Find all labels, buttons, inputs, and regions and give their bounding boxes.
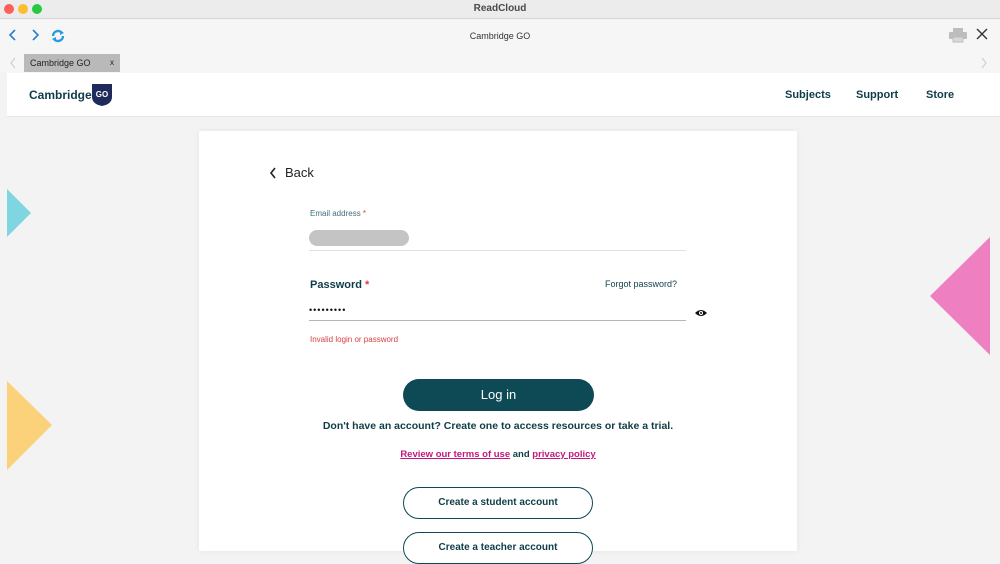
nav-subjects[interactable]: Subjects	[785, 89, 831, 101]
terms-and-text: and	[512, 449, 530, 460]
tab-scroll-right-icon[interactable]	[980, 56, 988, 74]
pink-triangle-decoration	[928, 236, 1000, 358]
password-label	[310, 279, 369, 291]
nav-support[interactable]: Support	[856, 89, 899, 101]
window-titlebar	[0, 0, 1000, 19]
email-label	[310, 209, 366, 218]
create-teacher-account-button[interactable]: Create a teacher account	[403, 532, 593, 564]
chevron-left-icon	[269, 167, 277, 179]
email-field[interactable]	[309, 230, 409, 246]
privacy-policy-link[interactable]: privacy policy	[532, 449, 596, 460]
print-icon[interactable]	[948, 27, 968, 48]
password-field[interactable]: •••••••••	[309, 305, 347, 315]
window-title: ReadCloud	[473, 3, 527, 14]
site-header	[7, 73, 1000, 117]
password-label-text: Password	[310, 279, 362, 291]
login-error-message: Invalid login or password	[310, 335, 399, 344]
required-mark: *	[362, 209, 367, 218]
create-student-account-button[interactable]: Create a student account	[403, 487, 593, 519]
password-underline	[309, 320, 686, 321]
tab-label: Cambridge GO	[30, 58, 91, 68]
go-shield-logo[interactable]	[91, 83, 113, 107]
tab-close-button[interactable]: x	[110, 58, 114, 67]
close-icon[interactable]	[975, 27, 989, 46]
logo-badge-text: GO	[95, 90, 109, 99]
page-title: Cambridge GO	[469, 31, 531, 41]
terms-of-use-link[interactable]: Review our terms of use	[400, 449, 511, 460]
back-label: Back	[285, 165, 314, 180]
login-card	[199, 131, 797, 551]
login-button[interactable]: Log in	[403, 379, 594, 411]
tab-bar	[0, 52, 1000, 73]
tab-scroll-left-icon[interactable]	[9, 56, 17, 74]
email-label-text: Email address	[310, 209, 361, 218]
required-mark: *	[365, 279, 370, 291]
back-link[interactable]	[269, 165, 314, 180]
email-underline	[309, 250, 686, 251]
browser-toolbar	[0, 20, 1000, 52]
tab-cambridge-go[interactable]	[24, 54, 120, 72]
create-account-promo: Don't have an account? Create one to access resources or take a trial.	[322, 420, 674, 432]
forgot-password-link[interactable]: Forgot password?	[605, 279, 678, 289]
yellow-triangle-decoration	[0, 378, 56, 474]
logo-text[interactable]: Cambridge	[29, 88, 92, 102]
eye-icon[interactable]	[694, 305, 708, 323]
cyan-triangle-decoration	[0, 185, 34, 241]
nav-store[interactable]: Store	[926, 89, 955, 101]
terms-line	[199, 449, 797, 460]
